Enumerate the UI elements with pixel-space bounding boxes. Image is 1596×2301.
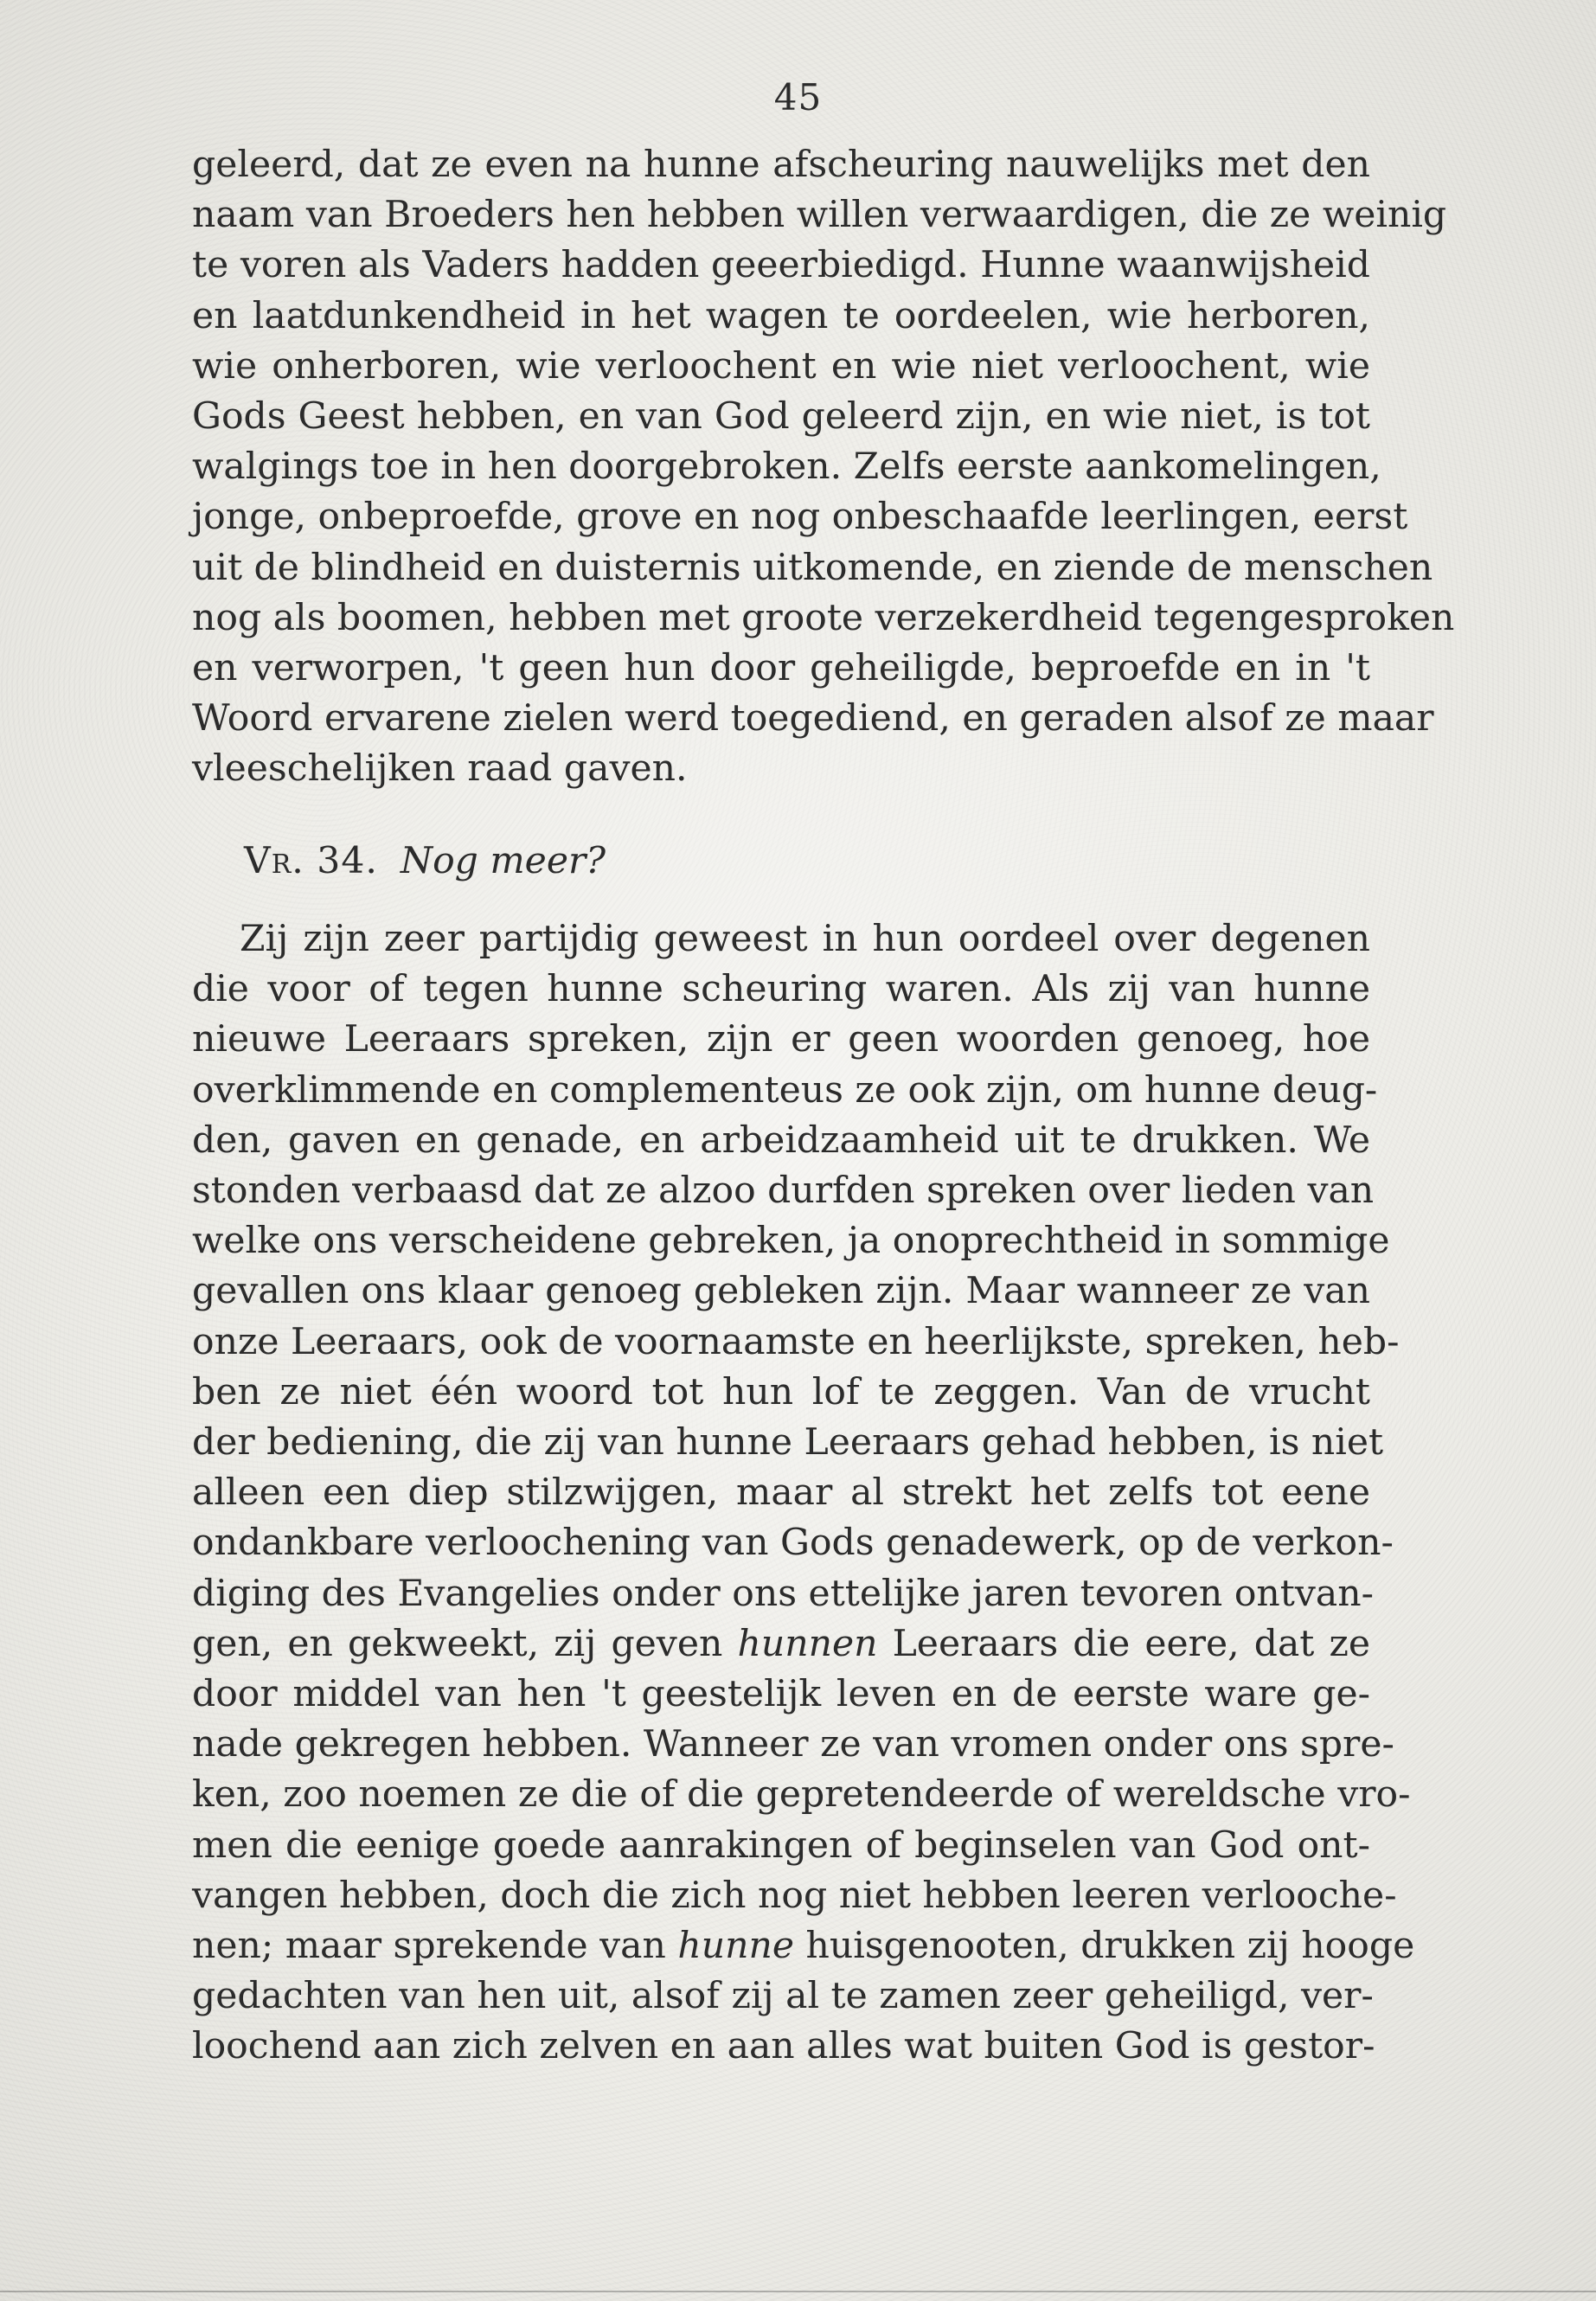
emphasis-text: hunnen <box>737 1622 878 1665</box>
text-line: loochend aan zich zelven en aan alles wat buiten God is gestor- <box>192 2025 1375 2068</box>
text-line: stonden verbaasd dat ze alzoo durfden spreken over lieden van <box>192 1170 1375 1213</box>
text-segment: Leeraars die eere, dat ze <box>877 1622 1371 1665</box>
page-bottom-edge <box>0 2291 1596 2292</box>
text-line: vangen hebben, doch die zich nog niet hebben leeren verlooche- <box>192 1874 1397 1917</box>
text-line: ken, zoo noemen ze die of die gepretendeerde of wereldsche vro- <box>192 1773 1411 1817</box>
text-line: Zij zijn zeer partijdig geweest in hun oordeel over degenen <box>240 918 1370 960</box>
text-line: ben ze niet één woord tot hun lof te zeggen. Van de vrucht <box>192 1370 1370 1413</box>
text-line: jonge, onbeproefde, grove en nog onbeschaafde leerlingen, eerst <box>192 496 1408 539</box>
question-title: Nog meer? <box>400 840 606 882</box>
text-line: wie onherboren, wie verloochent en wie niet verloochent, wie <box>192 344 1370 388</box>
text-line: diging des Evangelies onder ons ettelijke jaren tevoren ontvan- <box>192 1572 1374 1615</box>
text-line-mixed <box>192 1619 1370 1670</box>
text-line-mixed <box>192 1921 1415 1971</box>
text-line: nade gekregen hebben. Wanneer ze van vromen onder ons spre- <box>192 1723 1394 1766</box>
emphasis-text: hunne <box>677 1925 795 1968</box>
text-line: alleen een diep stilzwijgen, maar al strekt het zelfs tot eene <box>192 1471 1370 1515</box>
text-line: walgings toe in hen doorgebroken. Zelfs eerste aankomelingen, <box>192 445 1381 489</box>
text-line: der bediening, die zij van hunne Leeraars gehad hebben, is niet <box>192 1421 1384 1465</box>
text-line: en verworpen, 't geen hun door geheiligde, beproefde en in 't <box>192 647 1370 690</box>
text-segment: nen; maar sprekende van <box>192 1925 678 1968</box>
text-line: geleerd, dat ze even na hunne afscheuring nauwelijks met den <box>192 144 1370 186</box>
text-line: den, gaven en genade, en arbeidzaamheid uit te drukken. We <box>192 1118 1370 1162</box>
text-line: gevallen ons klaar genoeg gebleken zijn. Maar wanneer ze van <box>192 1270 1370 1313</box>
text-line: vleeschelijken raad gaven. <box>192 747 688 791</box>
page-number: 45 <box>773 76 823 119</box>
text-line: men die eenige goede aanrakingen of beginselen van God ont- <box>192 1823 1370 1867</box>
text-line: nog als boomen, hebben met groote verzekerdheid tegengesproken <box>192 596 1455 639</box>
text-line: overklimmende en complementeus ze ook zijn, om hunne deug- <box>192 1068 1378 1112</box>
text-line: Woord ervarene zielen werd toegediend, en geraden alsof ze maar <box>192 697 1434 740</box>
question-heading <box>244 836 606 887</box>
text-segment: huisgenooten, drukken zij hooge <box>794 1925 1415 1968</box>
text-line: gedachten van hen uit, alsof zij al te zamen zeer geheiligd, ver- <box>192 1975 1374 2018</box>
text-line: naam van Broeders hen hebben willen verwaardigen, die ze weinig <box>192 194 1447 237</box>
text-line: door middel van hen 't geestelijk leven en de eerste ware ge- <box>192 1673 1370 1716</box>
text-segment: gen, en gekweekt, zij geven <box>192 1622 738 1665</box>
question-number: Vr. 34. <box>244 840 378 882</box>
answer-paragraph <box>192 914 1415 2073</box>
text-line: nieuwe Leeraars spreken, zijn er geen woorden genoeg, hoe <box>192 1018 1370 1061</box>
text-line: en laatdunkendheid in het wagen te oordeelen, wie herboren, <box>192 294 1370 337</box>
text-line: welke ons verscheidene gebreken, ja onoprechtheid in sommige <box>192 1220 1390 1263</box>
text-line: die voor of tegen hunne scheuring waren. Als zij van hunne <box>192 968 1370 1011</box>
text-line: Gods Geest hebben, en van God geleerd zijn, en wie niet, is tot <box>192 395 1370 439</box>
text-line: ondankbare verloochening van Gods genadewerk, op de verkon- <box>192 1522 1394 1565</box>
text-line: uit de blindheid en duisternis uitkomende, en ziende de menschen <box>192 546 1433 589</box>
paragraph-continued <box>192 140 1455 795</box>
text-line: te voren als Vaders hadden geeerbiedigd. Hunne waanwijsheid <box>192 244 1370 287</box>
text-line: onze Leeraars, ook de voornaamste en heerlijkste, spreken, heb- <box>192 1320 1400 1363</box>
